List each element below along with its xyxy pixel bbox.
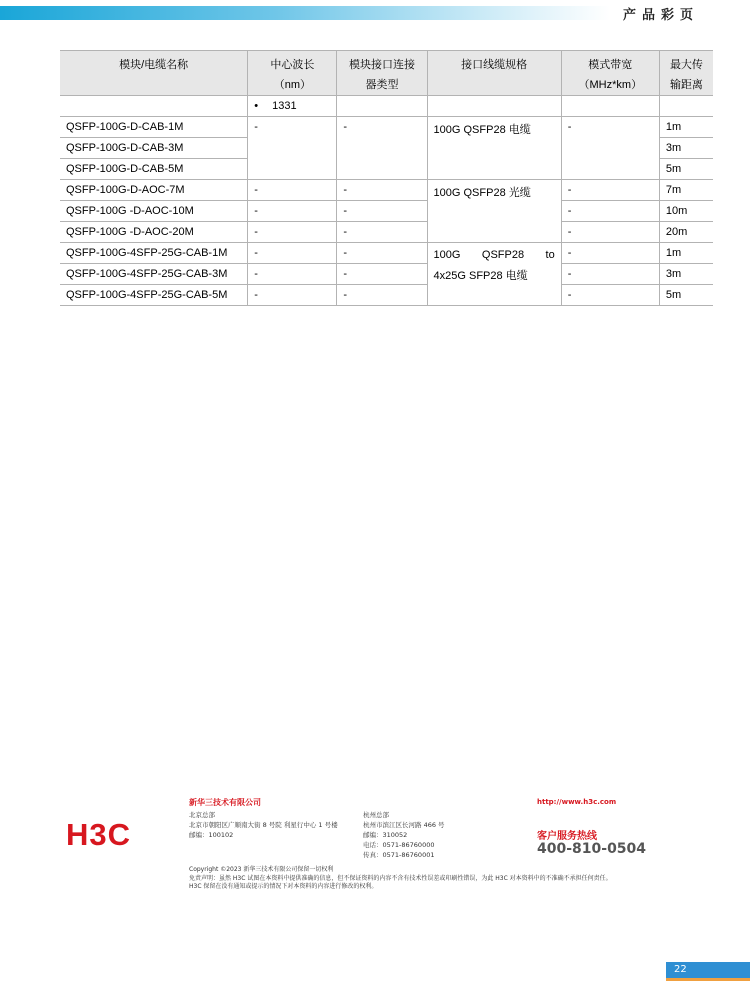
table-cell [60, 96, 248, 117]
connector-cell: - [337, 180, 427, 201]
wavelength-bullet: • 1331 [254, 100, 296, 112]
col-header-distance [659, 51, 713, 96]
hotline-label: 客户服务热线 [537, 831, 597, 842]
bandwidth-cell: - [561, 180, 659, 201]
table-cell [561, 96, 659, 117]
wavelength-cell: - [248, 180, 337, 201]
wavelength-cell: - [248, 222, 337, 243]
module-spec-table [60, 50, 713, 306]
col-header-distance-text: 最大传 输距离 [669, 59, 703, 91]
table-row [60, 243, 713, 264]
cable-spec-cell [427, 243, 561, 306]
module-name: QSFP-100G-D-CAB-5M [60, 159, 248, 180]
wavelength-cell: - [248, 243, 337, 264]
bandwidth-cell: - [561, 243, 659, 264]
col-header-connector [337, 51, 427, 96]
copyright-text: Copyright ©2023 新华三技术有限公司保留一切权利 [189, 866, 334, 873]
table-row [60, 180, 713, 201]
table-row [60, 96, 713, 117]
hangzhou-fax: 传真：0571-86760001 [363, 851, 435, 859]
distance-cell: 5m [659, 159, 713, 180]
disclaimer-text: H3C 保留在没有通知或提示的情况下对本资料的内容进行修改的权利。 [189, 883, 378, 890]
connector-cell: - [337, 117, 427, 180]
website-link[interactable]: http://www.h3c.com [537, 798, 617, 806]
hotline-number: 400-810-0504 [537, 841, 647, 857]
distance-cell: 10m [659, 201, 713, 222]
col-header-wavelength [248, 51, 337, 96]
connector-cell: - [337, 243, 427, 264]
distance-cell: 20m [659, 222, 713, 243]
wavelength-cell: - [248, 285, 337, 306]
breakout-spec-line2: 4x25G SFP28 电缆 [433, 270, 528, 282]
connector-cell: - [337, 285, 427, 306]
col-header-name [60, 51, 248, 96]
module-name: QSFP-100G -D-AOC-10M [60, 201, 248, 222]
module-name: QSFP-100G-D-CAB-3M [60, 138, 248, 159]
distance-cell: 3m [659, 264, 713, 285]
distance-cell: 1m [659, 117, 713, 138]
bandwidth-cell: - [561, 117, 659, 180]
connector-cell: - [337, 222, 427, 243]
table-row [60, 264, 713, 285]
page-header-title: 产品彩页 [623, 8, 700, 23]
table-row [60, 117, 713, 138]
col-header-cable-spec-text: 接口线缆规格 [461, 59, 528, 71]
table-row [60, 285, 713, 306]
col-header-bandwidth [561, 51, 659, 96]
col-header-cable-spec [427, 51, 561, 96]
beijing-zip: 邮编：100102 [189, 831, 234, 839]
distance-cell: 1m [659, 243, 713, 264]
module-name: QSFP-100G-D-AOC-7M [60, 180, 248, 201]
h3c-logo: H3C [66, 817, 132, 852]
disclaimer-text: 免责声明：虽然 H3C 试图在本资料中提供准确的信息，但不保证资料的内容不含有技术性误差或印刷性错误，为此 H3C 对本资料中的不准确不承担任何责任。 [189, 874, 612, 882]
beijing-address-block [189, 810, 338, 840]
table-cell [659, 96, 713, 117]
connector-cell: - [337, 264, 427, 285]
col-header-name-text: 模块/电缆名称 [119, 59, 189, 71]
cable-spec-cell: 100G QSFP28 电缆 [427, 117, 561, 180]
bandwidth-cell: - [561, 285, 659, 306]
module-name: QSFP-100G-D-CAB-1M [60, 117, 248, 138]
hangzhou-address-block [363, 810, 445, 860]
col-header-bandwidth-text: 模式带宽 （MHz*km） [578, 59, 643, 91]
module-name: QSFP-100G-4SFP-25G-CAB-3M [60, 264, 248, 285]
table-cell [427, 96, 561, 117]
bandwidth-cell: - [561, 222, 659, 243]
hangzhou-zip: 邮编：310052 [363, 831, 408, 839]
beijing-title: 北京总部 [189, 811, 215, 819]
hangzhou-tel: 电话：0571-86760000 [363, 841, 435, 849]
table-cell [248, 96, 337, 117]
hangzhou-title: 杭州总部 [363, 811, 389, 819]
hangzhou-address: 杭州市滨江区长河路 466 号 [363, 821, 445, 829]
breakout-spec-word: QSFP28 [481, 249, 525, 261]
module-name: QSFP-100G-4SFP-25G-CAB-1M [60, 243, 248, 264]
module-name: QSFP-100G -D-AOC-20M [60, 222, 248, 243]
cable-spec-cell: 100G QSFP28 光缆 [427, 180, 561, 243]
breakout-spec-line1 [434, 245, 555, 266]
bandwidth-cell: - [561, 264, 659, 285]
header-gradient-bar [0, 6, 610, 20]
company-name: 新华三技术有限公司 [189, 798, 261, 807]
breakout-spec-word: to [545, 249, 555, 261]
beijing-address: 北京市朝阳区广顺南大街 8 号院 利星行中心 1 号楼 [189, 821, 338, 829]
table-row [60, 201, 713, 222]
wavelength-cell: - [248, 201, 337, 222]
col-header-connector-text: 模块接口连接 器类型 [348, 59, 415, 91]
table-cell [337, 96, 427, 117]
distance-cell: 3m [659, 138, 713, 159]
bandwidth-cell: - [561, 201, 659, 222]
page-number: 22 [666, 962, 750, 978]
page-footer [0, 790, 750, 900]
legal-block [189, 866, 612, 892]
table-header-row [60, 51, 713, 96]
distance-cell: 5m [659, 285, 713, 306]
breakout-spec-word: 100G [433, 249, 461, 261]
distance-cell: 7m [659, 180, 713, 201]
wavelength-cell: - [248, 117, 337, 180]
table-row [60, 222, 713, 243]
col-header-wavelength-text: 中心波长 （nm） [270, 59, 315, 91]
wavelength-cell: - [248, 264, 337, 285]
module-name: QSFP-100G-4SFP-25G-CAB-5M [60, 285, 248, 306]
connector-cell: - [337, 201, 427, 222]
